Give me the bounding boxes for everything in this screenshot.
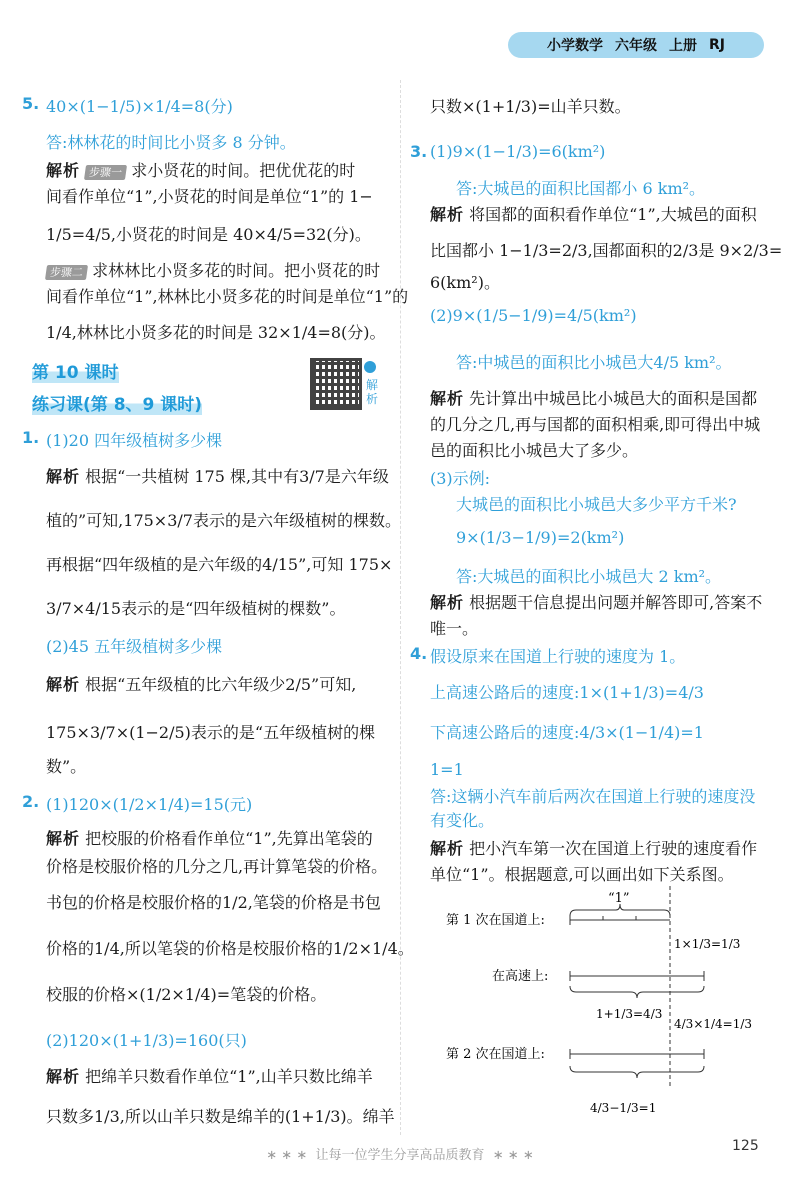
step2-line2: 间看作单位“1”,林林比小贤多花的时间是单位“1”的 bbox=[46, 287, 409, 306]
diagram-note4: 4/3−1/3=1 bbox=[590, 1101, 657, 1115]
step1-line3: 1/5=4/5,小贤花的时间是 40×4/5=32(分)。 bbox=[46, 225, 371, 244]
header-volume: 上册 bbox=[669, 38, 697, 54]
header-subject: 小学数学 bbox=[547, 38, 603, 54]
q4-jiexi-line2: 单位“1”。根据题意,可以画出如下关系图。 bbox=[430, 865, 734, 884]
q4-jiexi-text1: 把小汽车第一次在国道上行驶的速度看作 bbox=[469, 839, 758, 858]
q5-expression: 40×(1−1/5)×1/4=8(分) bbox=[46, 97, 233, 116]
diagram-note1: 1×1/3=1/3 bbox=[674, 937, 741, 951]
q3-jiexi3-line1 bbox=[430, 590, 762, 613]
jiexi-label: 解析 bbox=[46, 675, 81, 694]
step2-text: 求林林比小贤多花的时间。把小贤花的时 bbox=[92, 261, 381, 280]
q1-jiexi-line4: 3/7×4/15表示的是“四年级植树的棵数”。 bbox=[46, 599, 346, 618]
diagram-note2: 1+1/3=4/3 bbox=[596, 1007, 663, 1021]
header-edition: RJ bbox=[709, 37, 725, 53]
footer-text: 让每一位学生分享高品质教育 bbox=[315, 1148, 485, 1163]
q1-jiexi2-line2: 175×3/7×(1−2/5)表示的是“五年级植树的棵 bbox=[46, 723, 376, 742]
relation-diagram bbox=[430, 886, 770, 1136]
play-icon[interactable] bbox=[364, 361, 376, 373]
q2-jiexi-text1: 把校服的价格看作单位“1”,先算出笔袋的 bbox=[85, 829, 373, 848]
header-grade: 六年级 bbox=[615, 38, 657, 54]
q3-part3-question: 大城邑的面积比小城邑大多少平方千米? bbox=[456, 495, 737, 514]
q2-jiexi-line4: 价格的1/4,所以笔袋的价格是校服价格的1/2×1/4。 bbox=[46, 939, 414, 958]
step1-text: 求小贤花的时间。把优优花的时 bbox=[131, 161, 356, 180]
q1-jiexi-line3: 再根据“四年级植的是六年级的4/15”,可知 175× bbox=[46, 555, 393, 574]
q1-part1: (1)20 四年级植树多少棵 bbox=[46, 431, 223, 450]
q1-jiexi2-line3: 数”。 bbox=[46, 757, 87, 776]
jiexi-label: 解析 bbox=[430, 389, 465, 408]
jiexi-label: 解析 bbox=[46, 829, 81, 848]
q2-part1: (1)120×(1/2×1/4)=15(元) bbox=[46, 795, 253, 814]
q2-number: 2. bbox=[22, 792, 40, 811]
lesson-title: 第 10 课时 bbox=[32, 358, 119, 383]
q1-number: 1. bbox=[22, 428, 40, 447]
column-divider bbox=[400, 80, 401, 1135]
jiexi-label: 解析 bbox=[46, 1067, 81, 1086]
q5-step1-line bbox=[46, 158, 355, 181]
q3-jiexi3-text1: 根据题干信息提出问题并解答即可,答案不 bbox=[469, 593, 763, 612]
header-bar bbox=[508, 32, 764, 58]
q2-jiexi-line3: 书包的价格是校服价格的1/2,笔袋的价格是书包 bbox=[46, 893, 381, 912]
q3-jiexi-text1: 将国都的面积看作单位“1”,大城邑的面积 bbox=[469, 205, 757, 224]
brace-unit bbox=[570, 904, 670, 916]
q1-jiexi-text1: 根据“一共植树 175 棵,其中有3/7是六年级 bbox=[85, 467, 389, 486]
q2-jiexi-line1 bbox=[46, 826, 373, 849]
q4-jiexi-line1 bbox=[430, 836, 757, 859]
q2-jiexi2-text1: 把绵羊只数看作单位“1”,山羊只数比绵羊 bbox=[85, 1067, 373, 1086]
page-number: 125 bbox=[732, 1138, 759, 1154]
q3-part3: (3)示例: bbox=[430, 469, 491, 488]
q3-jiexi2-line1 bbox=[430, 386, 757, 409]
step1-badge: 步骤一 bbox=[84, 165, 127, 180]
q3-jiexi2-line2: 的几分之几,再与国都的面积相乘,即可得出中城 bbox=[430, 415, 761, 434]
q4-line2: 上高速公路后的速度:1×(1+1/3)=4/3 bbox=[430, 683, 704, 702]
q2-continuation: 只数×(1+1/3)=山羊只数。 bbox=[430, 97, 631, 116]
q3-jiexi-line2: 比国都小 1−1/3=2/3,国都面积的2/3是 9×2/3= bbox=[430, 241, 783, 260]
q1-part2: (2)45 五年级植树多少棵 bbox=[46, 637, 223, 656]
q3-number: 3. bbox=[410, 142, 428, 161]
q3-part3-answer: 答:大城邑的面积比小城邑大 2 km²。 bbox=[456, 567, 722, 586]
diagram-row3-label: 第 2 次在国道上: bbox=[446, 1047, 545, 1062]
jiexi-label: 解析 bbox=[430, 593, 465, 612]
q4-answer-line1: 答:这辆小汽车前后两次在国道上行驶的速度没 bbox=[430, 787, 756, 806]
brace-row2 bbox=[570, 986, 704, 998]
diagram-note3: 4/3×1/4=1/3 bbox=[674, 1017, 753, 1031]
q5-answer: 答:林林花的时间比小贤多 8 分钟。 bbox=[46, 133, 296, 152]
q1-jiexi2-line1 bbox=[46, 672, 356, 695]
diagram-row1-label: 第 1 次在国道上: bbox=[446, 913, 545, 928]
q1-jiexi2-text1: 根据“五年级植的比六年级少2/5”可知, bbox=[85, 675, 357, 694]
footer-slogan: ∗ ∗ ∗ 让每一位学生分享高品质教育 ∗ ∗ ∗ bbox=[266, 1148, 534, 1163]
step2-line3: 1/4,林林比小贤多花的时间是 32×1/4=8(分)。 bbox=[46, 323, 386, 342]
q4-number: 4. bbox=[410, 644, 428, 663]
q4-line1: 假设原来在国道上行驶的速度为 1。 bbox=[430, 647, 686, 666]
jiexi-label: 解析 bbox=[46, 161, 81, 180]
q3-jiexi2-text1: 先计算出中城邑比小城邑大的面积是国都 bbox=[469, 389, 758, 408]
q2-jiexi-line5: 校服的价格×(1/2×1/4)=笔袋的价格。 bbox=[46, 985, 327, 1004]
q3-jiexi3-line2: 唯一。 bbox=[430, 619, 479, 638]
q4-line4: 1=1 bbox=[430, 760, 464, 779]
q4-line3: 下高速公路后的速度:4/3×(1−1/4)=1 bbox=[430, 723, 704, 742]
q3-part1-answer: 答:大城邑的面积比国都小 6 km²。 bbox=[456, 179, 706, 198]
q5-step2-line bbox=[46, 258, 380, 281]
step1-line2: 间看作单位“1”,小贤花的时间是单位“1”的 1− bbox=[46, 187, 373, 206]
diagram-row2-label: 在高速上: bbox=[492, 969, 549, 984]
q2-jiexi-line2: 价格是校服价格的几分之几,再计算笔袋的价格。 bbox=[46, 857, 388, 876]
step2-badge: 步骤二 bbox=[45, 265, 88, 280]
q3-part3-expression: 9×(1/3−1/9)=2(km²) bbox=[456, 528, 625, 547]
jiexi-label: 解析 bbox=[430, 839, 465, 858]
q3-jiexi-line3: 6(km²)。 bbox=[430, 273, 500, 292]
jiexi-label: 解析 bbox=[430, 205, 465, 224]
q3-jiexi2-line3: 邑的面积比小城邑大了多少。 bbox=[430, 441, 639, 460]
diagram-unit-label: “1” bbox=[608, 891, 630, 906]
q1-jiexi-line2: 植的”可知,175×3/7表示的是六年级植树的棵数。 bbox=[46, 511, 401, 530]
qr-label: 解析 bbox=[366, 378, 379, 406]
q3-jiexi-line1 bbox=[430, 202, 757, 225]
q3-part1: (1)9×(1−1/3)=6(km²) bbox=[430, 142, 606, 161]
q3-part2: (2)9×(1/5−1/9)=4/5(km²) bbox=[430, 306, 637, 325]
jiexi-label: 解析 bbox=[46, 467, 81, 486]
q2-jiexi2-line1 bbox=[46, 1064, 373, 1087]
qr-code[interactable] bbox=[310, 358, 362, 410]
q1-jiexi-line1 bbox=[46, 464, 389, 487]
brace-row3 bbox=[570, 1066, 704, 1078]
q4-answer-line2: 有变化。 bbox=[430, 811, 495, 830]
q2-part2: (2)120×(1+1/3)=160(只) bbox=[46, 1031, 247, 1050]
q5-number: 5. bbox=[22, 94, 40, 113]
q3-part2-answer: 答:中城邑的面积比小城邑大4/5 km²。 bbox=[456, 353, 732, 372]
lesson-subtitle: 练习课(第 8、9 课时) bbox=[32, 390, 202, 415]
q2-jiexi2-line2: 只数多1/3,所以山羊只数是绵羊的(1+1/3)。绵羊 bbox=[46, 1107, 395, 1126]
